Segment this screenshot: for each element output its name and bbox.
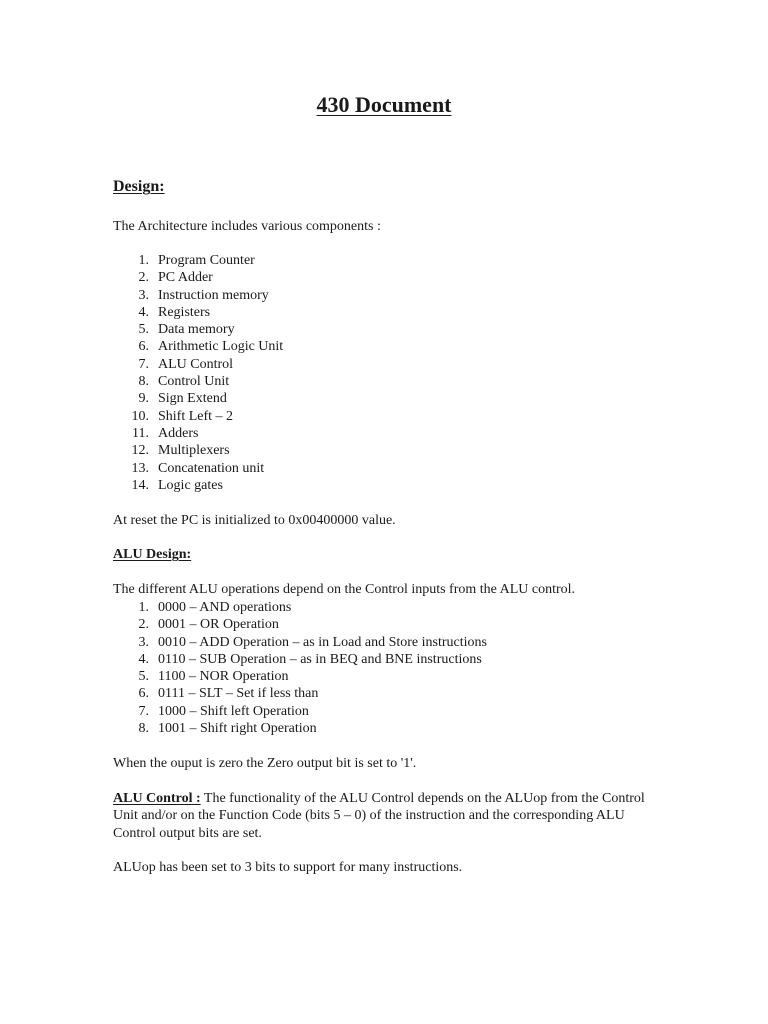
aluop-paragraph: ALUop has been set to 3 bits to support for many instructions. — [113, 860, 463, 875]
list-item-number: 6. — [138, 339, 149, 355]
list-item-number: 10. — [131, 408, 149, 424]
list-item — [113, 685, 319, 702]
list-item-text: ALU Control — [158, 356, 234, 372]
list-item-text: Sign Extend — [158, 391, 227, 407]
alu-design-heading: ALU Design: — [113, 547, 192, 562]
list-item-number: 5. — [138, 669, 149, 685]
list-item — [113, 720, 317, 737]
list-item — [113, 390, 227, 407]
alu-control-label: ALU Control : — [113, 791, 201, 806]
list-item-number: 8. — [138, 374, 149, 390]
list-item — [113, 634, 487, 651]
list-item-number: 1. — [138, 600, 149, 615]
zero-output-paragraph: When the ouput is zero the Zero output bit is set to '1'. — [113, 756, 417, 771]
list-item-text: 1100 – NOR Operation — [158, 669, 289, 685]
list-item — [113, 338, 284, 355]
list-item — [113, 287, 269, 304]
list-item-text: Program Counter — [158, 253, 255, 268]
components-list — [113, 252, 284, 494]
list-item-text: Instruction memory — [158, 287, 269, 303]
list-item-text: 0001 – OR Operation — [158, 617, 279, 633]
list-item-text: 0111 – SLT – Set if less than — [158, 686, 319, 702]
list-item-number: 6. — [138, 686, 149, 702]
list-item — [113, 442, 230, 459]
list-item-number: 4. — [138, 651, 149, 667]
list-item-number: 8. — [138, 721, 149, 737]
list-item — [113, 460, 265, 477]
alu-intro: The different ALU operations depend on the Control inputs from the ALU control. — [113, 582, 576, 597]
list-item — [113, 252, 255, 269]
list-item — [113, 321, 235, 338]
list-item-text: Registers — [158, 304, 211, 320]
list-item-text: 0010 – ADD Operation – as in Load and Store instructions — [158, 634, 487, 650]
list-item-text: Arithmetic Logic Unit — [158, 339, 284, 355]
list-item — [113, 425, 199, 442]
list-item — [113, 373, 230, 390]
list-item-number: 5. — [138, 322, 149, 338]
list-item-text: 1001 – Shift right Operation — [158, 721, 317, 737]
list-item-text: PC Adder — [158, 270, 213, 286]
list-item — [113, 668, 289, 685]
list-item — [113, 477, 223, 494]
list-item-number: 3. — [138, 287, 149, 303]
list-item-text: Data memory — [158, 322, 235, 338]
list-item — [113, 599, 292, 616]
list-item-text: Adders — [158, 425, 199, 441]
list-item-text: Shift Left – 2 — [158, 408, 234, 424]
list-item-number: 11. — [132, 425, 149, 441]
list-item-number: 7. — [138, 356, 149, 372]
list-item-number: 13. — [131, 460, 149, 476]
list-item — [113, 356, 234, 373]
list-item — [113, 616, 279, 633]
list-item-text: 0110 – SUB Operation – as in BEQ and BNE instructions — [158, 651, 482, 667]
alu-control-paragraph — [113, 790, 658, 842]
list-item-number: 1. — [138, 253, 149, 268]
list-item-number: 4. — [138, 304, 149, 320]
list-item-number: 14. — [131, 477, 149, 493]
list-item — [113, 269, 213, 286]
list-item-text: 1000 – Shift left Operation — [158, 703, 309, 719]
list-item-text: Logic gates — [158, 477, 223, 493]
architecture-intro: The Architecture includes various components : — [113, 219, 381, 234]
list-item — [113, 304, 211, 321]
alu-operations-list — [113, 599, 487, 737]
list-item-text: Control Unit — [158, 374, 230, 390]
document-title: 430 Document — [316, 92, 452, 117]
list-item-text: 0000 – AND operations — [158, 600, 292, 615]
list-item-number: 3. — [138, 634, 149, 650]
design-heading: Design: — [113, 178, 165, 195]
list-item-number: 12. — [131, 443, 149, 459]
alu-control-text: The functionality of the ALU Control depends on the ALUop from the Control Unit and/or on the Function Code (bits 5 – 0) of the instruction and the corresponding ALU Control output bits are set. — [113, 791, 645, 841]
list-item — [113, 703, 309, 720]
list-item-number: 9. — [138, 391, 149, 407]
list-item-text: Concatenation unit — [158, 460, 265, 476]
reset-paragraph: At reset the PC is initialized to 0x00400000 value. — [113, 513, 396, 528]
list-item-number: 2. — [138, 270, 149, 286]
list-item — [113, 408, 234, 425]
list-item-text: Multiplexers — [158, 443, 230, 459]
list-item — [113, 651, 482, 668]
list-item-number: 7. — [138, 703, 149, 719]
list-item-number: 2. — [138, 617, 149, 633]
